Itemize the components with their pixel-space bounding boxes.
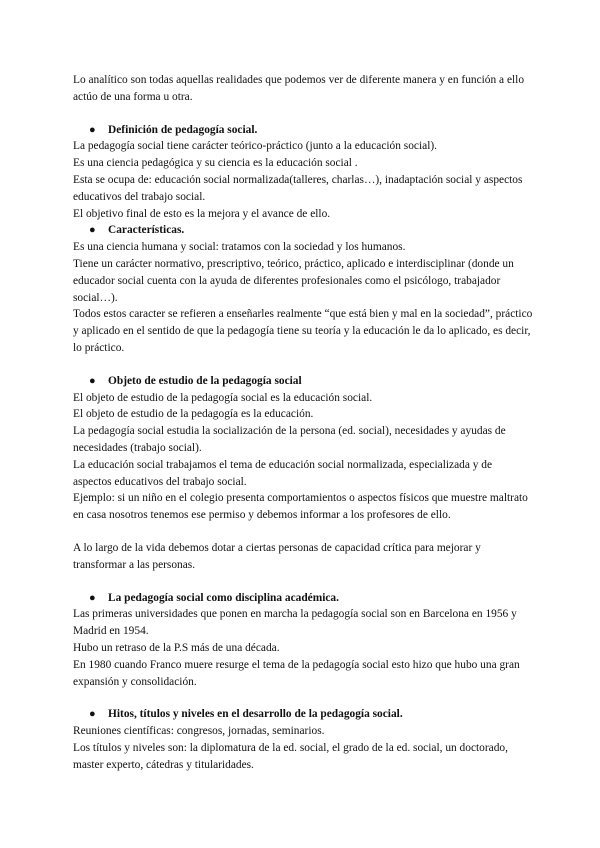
section-heading-text: Definición de pedagogía social.: [108, 123, 258, 136]
paragraph: Las primeras universidades que ponen en marcha la pedagogía social son en Barcelona en 1956 y Madrid en 1954.: [73, 608, 517, 638]
bullet-icon: ●: [89, 591, 96, 604]
paragraph: En 1980 cuando Franco muere resurge el tema de la pedagogía social esto hizo que hubo una gran expansión y consolidación.: [73, 658, 520, 688]
paragraph: Hubo un retraso de la P.S más de una década.: [73, 641, 280, 654]
paragraph: Todos estos caracter se refieren a enseñarles realmente “que está bien y mal en la sociedad”, práctico y aplicado en el sentido de que la pedagogía tiene su teoría y la educación le da lo aplicado, es decir, lo práctico.: [73, 308, 533, 354]
intro-paragraph: Lo analítico son todas aquellas realidades que podemos ver de diferente manera y en función a ello actúo de una forma u otra.: [73, 74, 525, 103]
section-heading-hitos: [73, 706, 533, 723]
section-heading-text: Objeto de estudio de la pedagogía social: [108, 374, 302, 387]
paragraph: Esta se ocupa de: educación social normalizada(talleres, charlas…), inadaptación social y aspectos educativos del trabajo social.: [73, 173, 523, 203]
paragraph: Reuniones científicas: congresos, jornadas, seminarios.: [73, 725, 325, 738]
paragraph: El objeto de estudio de la pedagogía es la educación.: [73, 408, 314, 421]
paragraph: Los títulos y niveles son: la diplomatura de la ed. social, el grado de la ed. social, un doctorado, master experto, cátedras y titularidades.: [73, 741, 508, 771]
paragraph: La pedagogía social tiene carácter teórico-práctico (junto a la educación social).: [73, 140, 437, 153]
paragraph: Ejemplo: si un niño en el colegio presenta comportamientos o aspectos físicos que muestre maltrato en casa nosotros tenemos ese permiso y debemos informar a los profesores de ello.: [73, 492, 528, 522]
section-heading-text: La pedagogía social como disciplina académica.: [108, 591, 339, 604]
bullet-icon: ●: [89, 708, 96, 721]
section-heading-text: Hitos, títulos y niveles en el desarrollo de la pedagogía social.: [108, 708, 403, 721]
paragraph: La pedagogía social estudia la socialización de la persona (ed. social), necesidades y ayudas de necesidades (trabajo social).: [73, 425, 506, 454]
section-heading-disciplina-academica: [73, 590, 533, 607]
bullet-icon: ●: [89, 224, 96, 237]
paragraph: Es una ciencia pedagógica y su ciencia es la educación social .: [73, 157, 358, 170]
section-heading-definicion: [73, 122, 533, 139]
paragraph: La educación social trabajamos el tema de educación social normalizada, especializada y de aspectos educativos del trabajo social.: [73, 458, 493, 488]
paragraph: El objeto de estudio de la pedagogía social es la educación social.: [73, 391, 373, 404]
paragraph: El objetivo final de esto es la mejora y el avance de ello.: [73, 207, 331, 220]
bullet-icon: ●: [89, 374, 96, 387]
section-heading-text: Características.: [108, 224, 185, 237]
paragraph: Tiene un carácter normativo, prescriptivo, teórico, práctico, aplicado e interdisciplinar (donde un educador social cuenta con la ayuda de diferentes profesionales como el psicólogo, trabajador social…).: [73, 257, 514, 304]
document-body: [73, 72, 533, 773]
section-heading-caracteristicas: [73, 222, 533, 239]
paragraph: Es una ciencia humana y social: tratamos con la sociedad y los humanos.: [73, 241, 406, 254]
section-heading-objeto-estudio: [73, 373, 533, 390]
closing-paragraph: A lo largo de la vida debemos dotar a ciertas personas de capacidad crítica para mejorar y transformar a las personas.: [73, 541, 481, 571]
bullet-icon: ●: [89, 123, 96, 136]
